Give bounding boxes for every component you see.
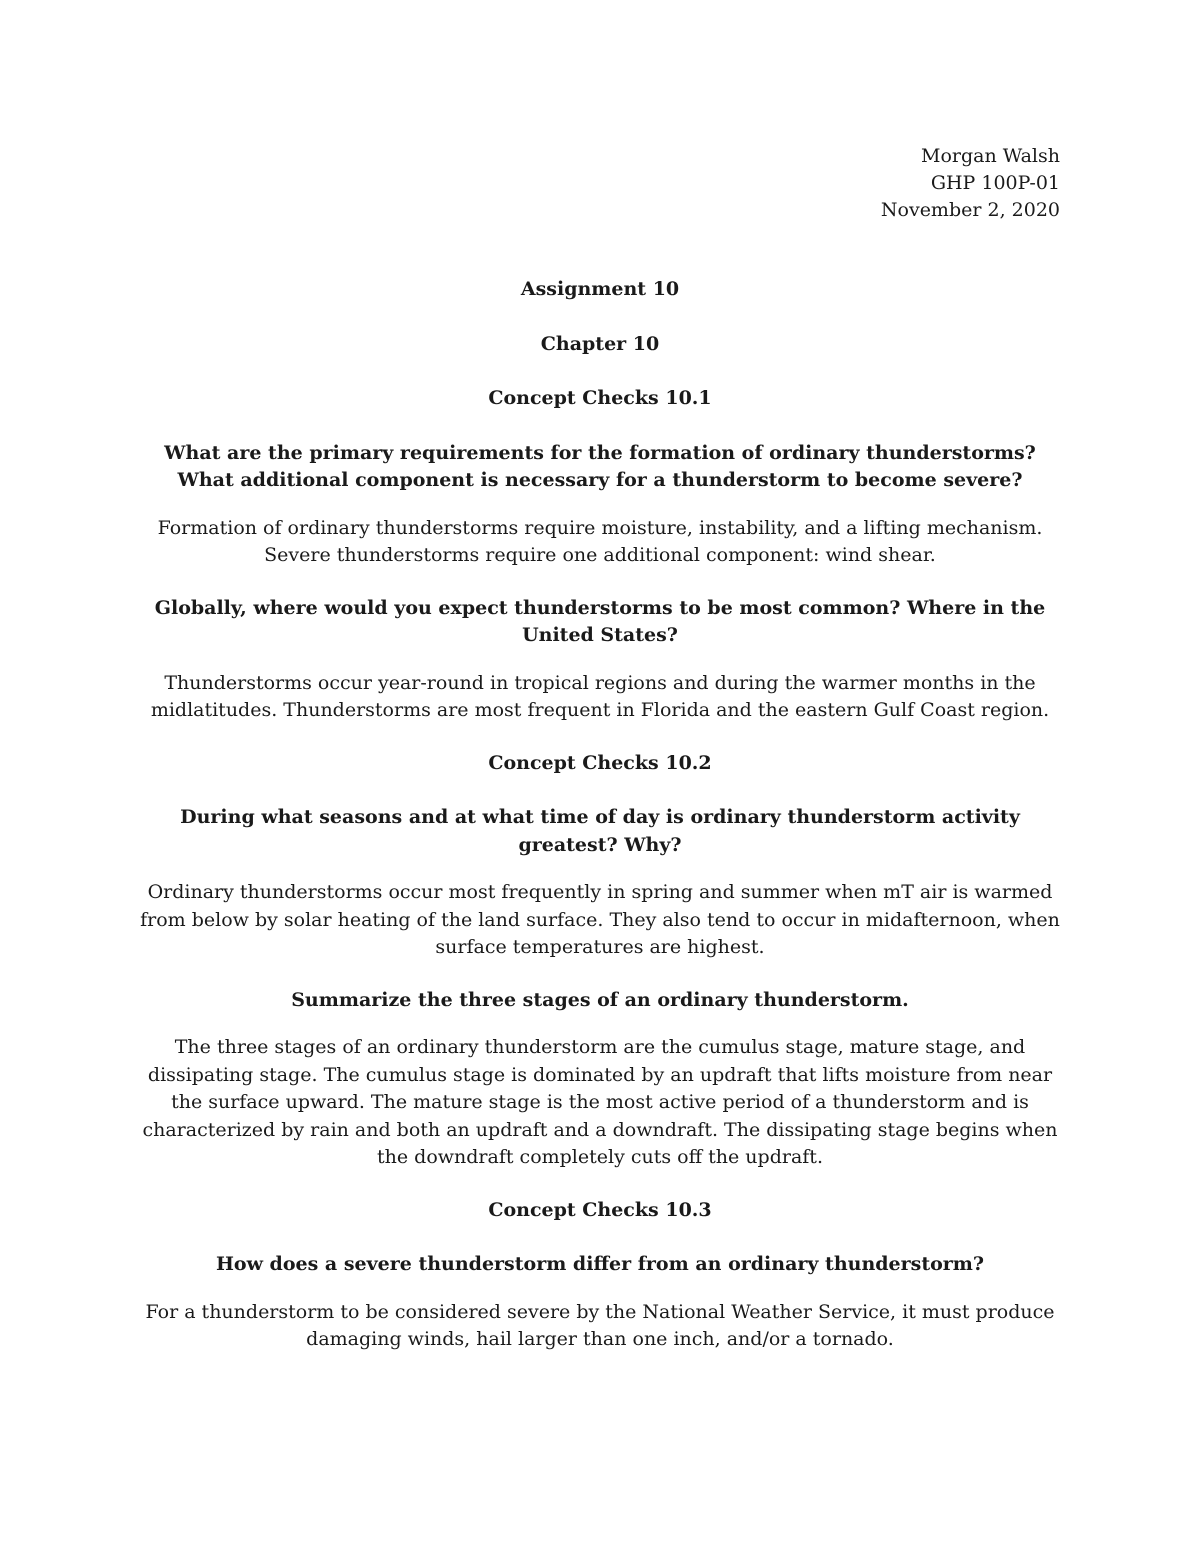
answer-text: Formation of ordinary thunderstorms require moisture, instability, and a lifting mechanism. Severe thunderstorms require one additional component: wind shear.: [157, 516, 1043, 566]
section-heading: Concept Checks 10.3: [488, 1198, 712, 1221]
section-heading: Concept Checks 10.1: [488, 387, 712, 409]
submission-date: November 2, 2020: [880, 199, 1060, 221]
chapter-title: Chapter 10: [540, 332, 660, 355]
assignment-title: Assignment 10: [520, 278, 680, 300]
question-text: How does a severe thunderstorm differ from an ordinary thunderstorm?: [215, 1253, 985, 1275]
question-text: Summarize the three stages of an ordinary thunderstorm.: [291, 988, 909, 1011]
question-text: Globally, where would you expect thunderstorms to be most common? Where in the United States?: [154, 596, 1046, 646]
answer-text: Ordinary thunderstorms occur most frequently in spring and summer when mT air is warmed from below by solar heating of the land surface. They also tend to occur in midafternoon, when surface temperatures are highest.: [140, 881, 1060, 958]
section-10-3: [140, 1197, 1060, 1354]
author-header: [881, 143, 1060, 224]
course-code: GHP 100P-01: [930, 172, 1060, 194]
section-heading: Concept Checks 10.2: [488, 751, 712, 774]
answer-text: The three stages of an ordinary thunderstorm are the cumulus stage, mature stage, and dissipating stage. The cumulus stage is dominated by an updraft that lifts moisture from near the surface upward. The mature stage is the most active period of a thunderstorm and is characterized by rain and both an updraft and a downdraft. The dissipating stage begins when the downdraft completely cuts off the updraft.: [142, 1036, 1058, 1168]
section-10-1: [140, 385, 1060, 725]
question-text: During what seasons and at what time of day is ordinary thunderstorm activity greatest? Why?: [180, 806, 1020, 856]
answer-text: Thunderstorms occur year-round in tropical regions and during the warmer months in the midlatitudes. Thunderstorms are most frequent in Florida and the eastern Gulf Coast region.: [150, 671, 1050, 721]
answer-text: For a thunderstorm to be considered severe by the National Weather Service, it must produce damaging winds, hail larger than one inch, and/or a tornado.: [145, 1300, 1055, 1350]
section-10-2: [140, 750, 1060, 1172]
question-text: What are the primary requirements for the formation of ordinary thunderstorms? What additional component is necessary for a thunderstorm to become severe?: [164, 441, 1036, 491]
document-body: [140, 276, 1060, 1379]
author-name: Morgan Walsh: [920, 145, 1060, 167]
